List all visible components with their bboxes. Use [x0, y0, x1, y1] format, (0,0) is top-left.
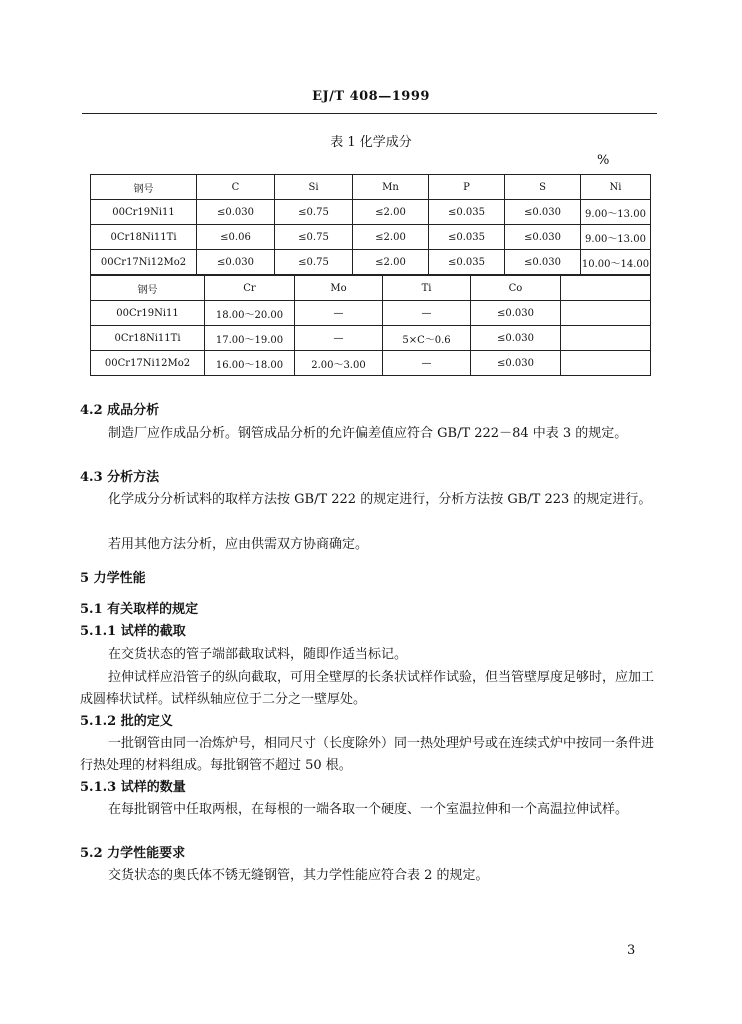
table-row: [91, 225, 651, 250]
table-cell: 17.00～19.00: [205, 326, 295, 351]
table-cell: ≤0.035: [429, 250, 505, 275]
table-cell: ≤0.030: [471, 326, 561, 351]
table1-caption: 表 1 化学成分: [330, 135, 412, 150]
table-row: [91, 326, 651, 351]
table-cell: ≤0.030: [505, 200, 581, 225]
section-5-2-body: 交货状态的奥氏体不锈无缝钢管，其力学性能应符合表 2 的规定。: [108, 868, 489, 883]
table-cell: 00Cr17Ni12Mo2: [91, 351, 205, 376]
table-cell: 5×C～0.6: [383, 326, 471, 351]
table-cell: ≤0.030: [505, 250, 581, 275]
table-cell: ≤0.030: [197, 250, 275, 275]
section-4-3-note: 若用其他方法分析，应由供需双方协商确定。: [108, 537, 369, 552]
section-5-title: 5 力学性能: [80, 571, 146, 586]
table-header-cell: Ti: [383, 276, 471, 301]
table-header-row: [91, 276, 651, 301]
standard-code-header: EJ/T 408—1999: [312, 89, 430, 104]
table-cell: 00Cr19Ni11: [91, 301, 205, 326]
page-number: 3: [627, 943, 636, 958]
table-header-cell: 钢号: [91, 175, 197, 200]
table-cell: —: [295, 301, 383, 326]
table-cell: ≤2.00: [353, 225, 429, 250]
chemical-composition-table-continued: [90, 275, 651, 376]
table-cell: —: [295, 326, 383, 351]
table-cell: ≤0.030: [471, 351, 561, 376]
table-header-cell: Co: [471, 276, 561, 301]
table-cell: 0Cr18Ni11Ti: [91, 225, 197, 250]
table-header-cell: C: [197, 175, 275, 200]
table-header-cell: [561, 276, 651, 301]
chemical-composition-table: [90, 174, 651, 275]
table-cell: ≤0.75: [275, 225, 353, 250]
table-header-cell: Cr: [205, 276, 295, 301]
table-cell: ≤0.06: [197, 225, 275, 250]
table-cell: 0Cr18Ni11Ti: [91, 326, 205, 351]
table-row: [91, 250, 651, 275]
section-5-2-title: 5.2 力学性能要求: [80, 846, 186, 861]
table-cell: —: [383, 301, 471, 326]
section-4-2-title: 4.2 成品分析: [80, 403, 160, 418]
table-row: [91, 301, 651, 326]
section-5-1-title: 5.1 有关取样的规定: [80, 602, 199, 617]
table-cell: [561, 301, 651, 326]
table-header-cell: S: [505, 175, 581, 200]
table-cell: [561, 326, 651, 351]
table-cell: 16.00～18.00: [205, 351, 295, 376]
section-5-1-1-body-2: 拉伸试样应沿管子的纵向截取，可用全壁厚的长条状试样作试验，但当管壁厚度足够时，应加工成圆棒状试样。试样纵轴应位于二分之一壁厚处。: [80, 670, 655, 707]
section-4-3-title: 4.3 分析方法: [80, 470, 160, 485]
table-cell: 00Cr17Ni12Mo2: [91, 250, 197, 275]
table-cell: 10.00～14.00: [581, 250, 651, 275]
table-cell: ≤0.035: [429, 225, 505, 250]
table-header-row: [91, 175, 651, 200]
table-cell: ≤2.00: [353, 250, 429, 275]
table-cell: ≤0.030: [197, 200, 275, 225]
table-header-cell: 钢号: [91, 276, 205, 301]
table-header-cell: Mo: [295, 276, 383, 301]
table-cell: ≤2.00: [353, 200, 429, 225]
table-cell: ≤0.030: [505, 225, 581, 250]
table-cell: 9.00～13.00: [581, 200, 651, 225]
section-5-1-1-body: 在交货状态的管子端部截取试料，随即作适当标记。: [108, 647, 408, 662]
section-5-1-2-title: 5.1.2 批的定义: [80, 714, 173, 729]
table-cell: ≤0.75: [275, 250, 353, 275]
table-header-cell: Mn: [353, 175, 429, 200]
table1-unit: %: [597, 153, 610, 168]
section-4-3-body: 化学成分分析试料的取样方法按 GB/T 222 的规定进行，分析方法按 GB/T 223 的规定进行。: [108, 492, 652, 507]
table-cell: 18.00～20.00: [205, 301, 295, 326]
section-4-2-body: 制造厂应作成品分析。钢管成品分析的允许偏差值应符合 GB/T 222－84 中表 3 的规定。: [108, 426, 628, 441]
section-5-1-3-body: 在每批钢管中任取两根，在每根的一端各取一个硬度、一个室温拉伸和一个高温拉伸试样。: [108, 802, 629, 817]
table-header-cell: P: [429, 175, 505, 200]
section-5-1-2-body: 一批钢管由同一冶炼炉号，相同尺寸（长度除外）同一热处理炉号或在连续式炉中按同一条件进行热处理的材料组成。每批钢管不超过 50 根。: [80, 736, 655, 773]
table-cell: ≤0.75: [275, 200, 353, 225]
section-5-1-1-title: 5.1.1 试样的截取: [80, 624, 186, 639]
table-cell: 00Cr19Ni11: [91, 200, 197, 225]
table-cell: ≤0.030: [471, 301, 561, 326]
table-cell: —: [383, 351, 471, 376]
table-cell: ≤0.035: [429, 200, 505, 225]
table-row: [91, 200, 651, 225]
table-cell: [561, 351, 651, 376]
section-5-1-3-title: 5.1.3 试样的数量: [80, 780, 186, 795]
table-cell: 9.00～13.00: [581, 225, 651, 250]
header-rule: [82, 113, 657, 114]
table-row: [91, 351, 651, 376]
table-cell: 2.00～3.00: [295, 351, 383, 376]
table-header-cell: Ni: [581, 175, 651, 200]
table-header-cell: Si: [275, 175, 353, 200]
